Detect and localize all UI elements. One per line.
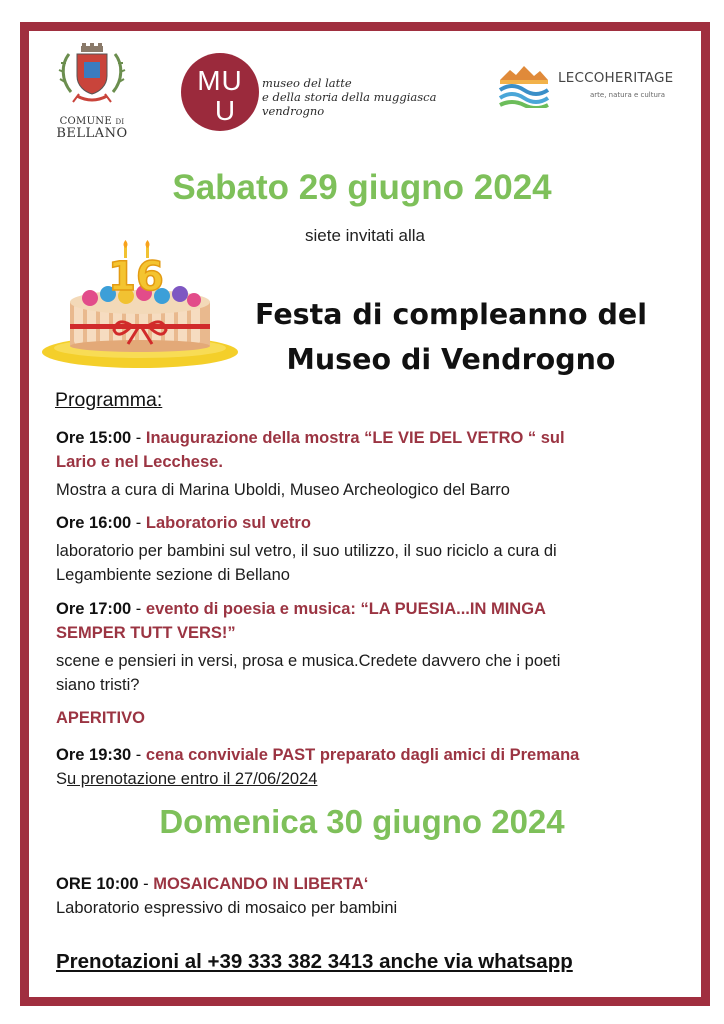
cake-number: 16	[108, 254, 164, 300]
leccoheritage-logo	[498, 60, 550, 108]
program-item-1600: Ore 16:00 - Laboratorio sul vetro laboratorio per bambini sul vetro, il suo utilizzo, il suo riciclo a cura di Legambiente sezione di Bellano	[56, 511, 676, 587]
event-title-cont: Lario e nel Lecchese.	[56, 453, 223, 471]
birthday-cake-illustration	[40, 240, 240, 372]
event-time: ORE 10:00	[56, 875, 139, 893]
programma-heading: Programma:	[55, 389, 163, 411]
event-time: Ore 16:00	[56, 514, 132, 532]
program-item-1500: Ore 15:00 - Inaugurazione della mostra “LE VIE DEL VETRO “ sul Lario e nel Lecchese. Mostra a cura di Marina Uboldi, Museo Archeologico del Barro	[56, 426, 676, 502]
event-time: Ore 19:30	[56, 746, 132, 764]
program-item-1930: Ore 19:30 - cena conviviale PAST preparato dagli amici di Premana Su prenotazione entro il 27/06/2024	[56, 743, 676, 791]
event-title: Laboratorio sul vetro	[145, 514, 311, 532]
event-description: laboratorio per bambini sul vetro, il suo utilizzo, il suo riciclo a cura di	[56, 542, 557, 560]
event-heading	[216, 292, 686, 382]
event-time: Ore 15:00	[56, 429, 132, 447]
svg-text:U: U	[214, 95, 236, 126]
aperitivo-label: APERITIVO	[56, 709, 145, 727]
reservation-note: Su prenotazione entro il 27/06/2024	[56, 770, 318, 788]
muu-logo	[180, 52, 260, 132]
event-description: Mostra a cura di Marina Uboldi, Museo Archeologico del Barro	[56, 481, 510, 499]
saturday-date-title: Sabato 29 giugno 2024	[172, 168, 552, 207]
event-description: Laboratorio espressivo di mosaico per bambini	[56, 899, 398, 917]
event-description: scene e pensieri in versi, prosa e musica.Credete davvero che i poeti	[56, 652, 561, 670]
comune-bellano-logo	[52, 42, 132, 152]
event-heading-line1: Festa di compleanno del	[255, 298, 647, 331]
event-time: Ore 17:00	[56, 600, 132, 618]
event-title: MOSAICANDO IN LIBERTA‘	[153, 875, 369, 893]
program-item-sunday-1000: ORE 10:00 - MOSAICANDO IN LIBERTA‘ Laboratorio espressivo di mosaico per bambini	[56, 872, 676, 920]
event-title: evento di poesia e musica: “LA PUESIA...IN MINGA	[145, 600, 546, 618]
booking-contact: Prenotazioni al +39 333 382 3413 anche via whatsapp	[56, 950, 573, 973]
comune-line1: COMUNE	[59, 116, 112, 127]
svg-text:MU: MU	[197, 65, 243, 96]
comune-line2: BELLANO	[56, 126, 128, 141]
event-heading-line2: Museo di Vendrogno	[286, 343, 616, 376]
muu-museum-name: museo del latte e della storia della muggiasca vendrogno	[262, 76, 437, 118]
invited-text: siete invitati alla	[304, 226, 425, 245]
program-item-1700: Ore 17:00 - evento di poesia e musica: “LA PUESIA...IN MINGA SEMPER TUTT VERS!” scene e pensieri in versi, prosa e musica.Credete davvero che i poeti siano tristi?	[56, 597, 676, 697]
sunday-date-title: Domenica 30 giugno 2024	[159, 803, 565, 840]
leccoheritage-tagline: arte, natura e cultura	[590, 91, 666, 99]
coat-of-arms-icon	[57, 42, 127, 106]
event-title-cont: SEMPER TUTT VERS!”	[56, 624, 236, 642]
leccoheritage-name: LECCOHERITAGE	[558, 70, 674, 86]
program-item-aperitivo	[56, 706, 676, 730]
event-title: Inaugurazione della mostra “LE VIE DEL VETRO “ sul	[145, 429, 565, 447]
comune-di: DI	[115, 118, 125, 126]
event-title: cena conviviale PAST preparato dagli amici di Premana	[145, 746, 580, 764]
event-description-cont: siano tristi?	[56, 676, 140, 694]
event-description-cont: Legambiente sezione di Bellano	[56, 566, 290, 584]
